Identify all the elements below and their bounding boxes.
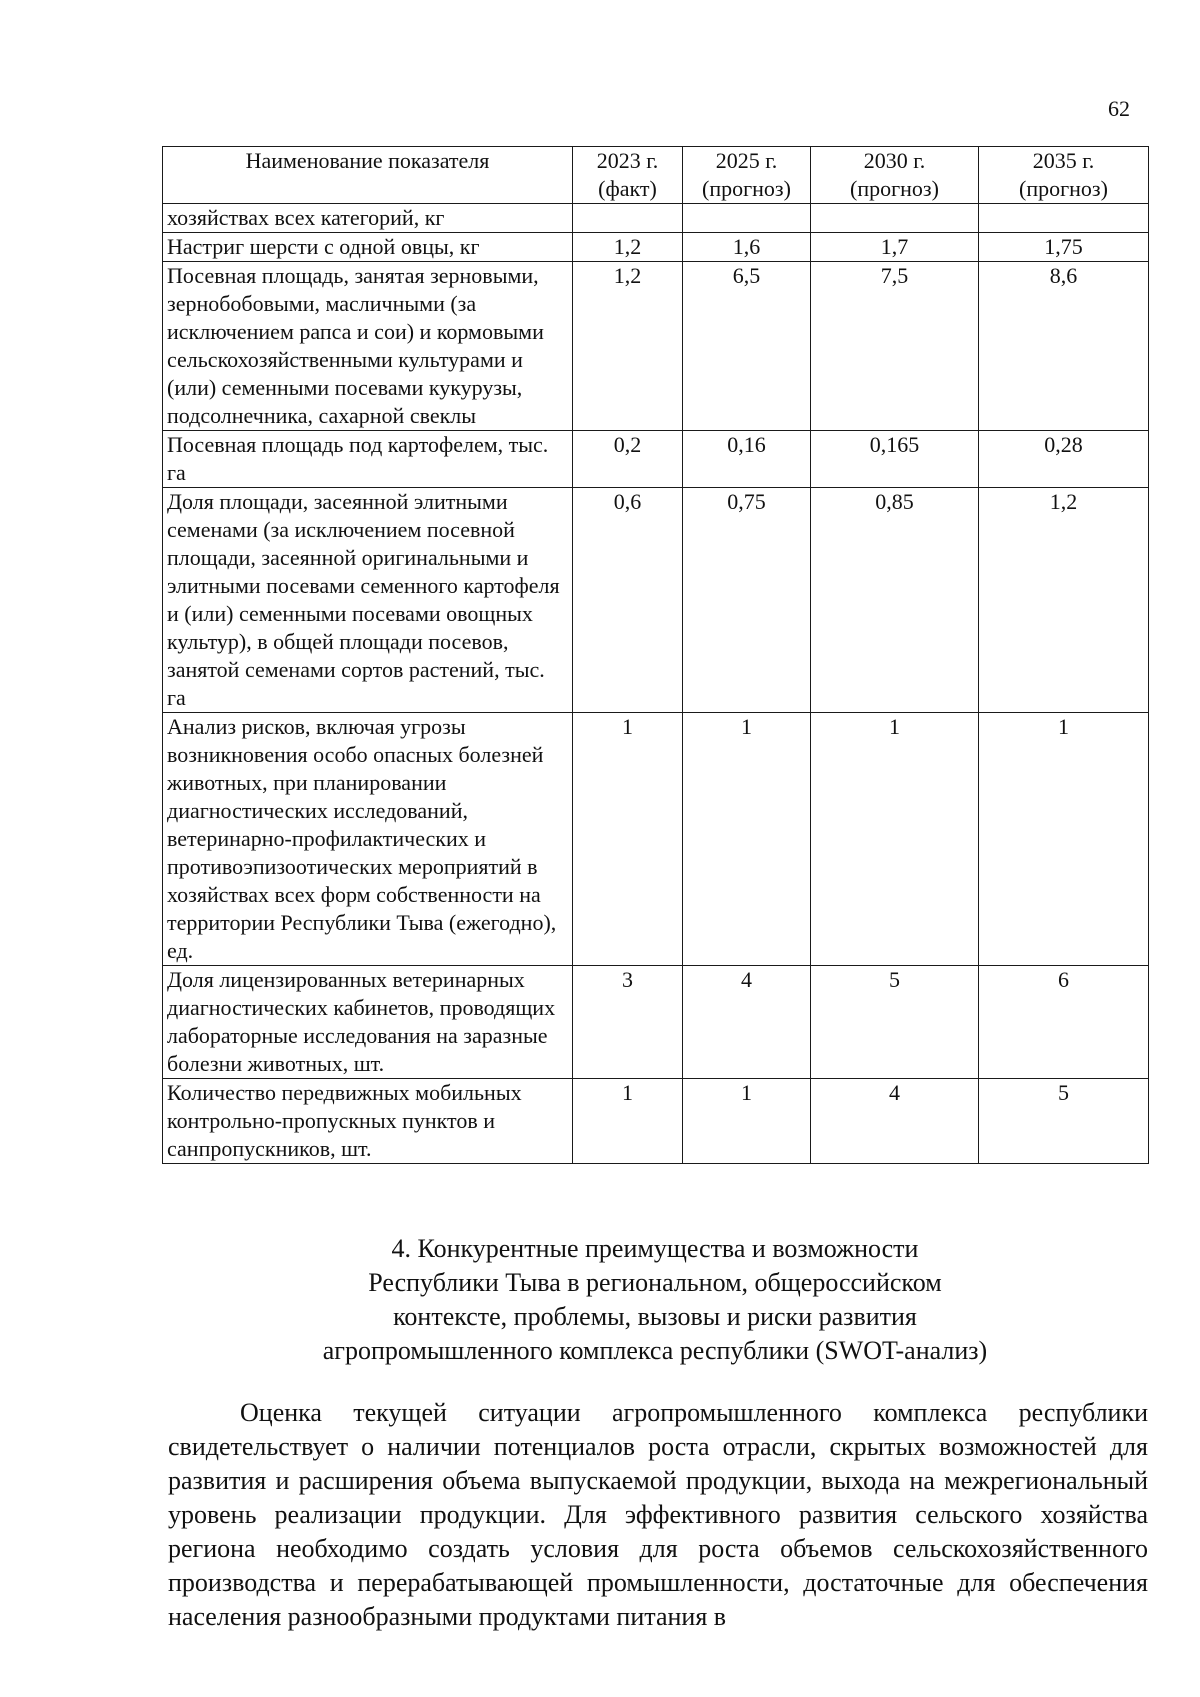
header-line: (прогноз) <box>702 176 791 201</box>
value-2023: 1,2 <box>573 233 683 262</box>
table-row <box>163 262 1149 431</box>
header-line: 2030 г. <box>863 148 926 173</box>
body-paragraph: Оценка текущей ситуации агропромышленного комплекса республики свидетельствует о наличии потенциалов роста отрасли, скрытых возможностей для развития и расширения объема выпускаемой продукции, выхода на межрегиональный уровень реализации продукции. Для эффективного развития сельского хозяйства региона необходимо создать условия для роста объемов сельскохозяйственного производства и перерабатывающей промышленности, достаточные для обеспечения населения разнообразными продуктами питания в <box>168 1398 1148 1631</box>
value-2023: 0,6 <box>573 488 683 713</box>
value-2025: 1 <box>683 713 811 966</box>
indicator-name: Посевная площадь под картофелем, тыс. га <box>163 431 573 488</box>
header-line: Наименование показателя <box>245 148 490 173</box>
value-2035: 8,6 <box>979 262 1149 431</box>
table-row <box>163 713 1149 966</box>
header-indicator-name <box>163 147 573 204</box>
value-2025: 6,5 <box>683 262 811 431</box>
header-2035 <box>979 147 1149 204</box>
table-row <box>163 488 1149 713</box>
header-2030 <box>811 147 979 204</box>
header-line: 2023 г. <box>596 148 659 173</box>
table-row <box>163 966 1149 1079</box>
value-2025: 1,6 <box>683 233 811 262</box>
table-header-row <box>163 147 1149 204</box>
indicator-name: Анализ рисков, включая угрозы возникновения особо опасных болезней животных, при планировании диагностических исследований, ветеринарно-профилактических и противоэпизоотических мероприятий в хозяйствах всех форм собственности на территории Республики Тыва (ежегодно), ед. <box>163 713 573 966</box>
header-line: (прогноз) <box>850 176 939 201</box>
value-2035 <box>979 204 1149 233</box>
page-number: 62 <box>1108 96 1130 121</box>
heading-line: 4. Конкурентные преимущества и возможности <box>391 1234 919 1263</box>
header-line: 2035 г. <box>1032 148 1095 173</box>
value-2023: 3 <box>573 966 683 1079</box>
value-2035: 6 <box>979 966 1149 1079</box>
table-row <box>163 204 1149 233</box>
header-line: (прогноз) <box>1019 176 1108 201</box>
value-2025: 1 <box>683 1079 811 1164</box>
value-2030 <box>811 204 979 233</box>
value-2030: 5 <box>811 966 979 1079</box>
header-line: 2025 г. <box>715 148 778 173</box>
value-2030: 0,165 <box>811 431 979 488</box>
value-2035: 1,75 <box>979 233 1149 262</box>
value-2025: 4 <box>683 966 811 1079</box>
value-2030: 0,85 <box>811 488 979 713</box>
indicators-table <box>162 146 1149 1164</box>
heading-line: Республики Тыва в региональном, общероссийском <box>368 1268 942 1297</box>
table-row <box>163 1079 1149 1164</box>
value-2025: 0,75 <box>683 488 811 713</box>
table-row <box>163 233 1149 262</box>
value-2030: 1 <box>811 713 979 966</box>
value-2035: 0,28 <box>979 431 1149 488</box>
section-heading <box>162 1232 1148 1368</box>
value-2023: 1 <box>573 713 683 966</box>
value-2025 <box>683 204 811 233</box>
indicator-name: Посевная площадь, занятая зерновыми, зернобобовыми, масличными (за исключением рапса и сои) и кормовыми сельскохозяйственными культурами и (или) семенными посевами кукурузы, подсолнечника, сахарной свеклы <box>163 262 573 431</box>
value-2035: 1 <box>979 713 1149 966</box>
indicator-name: Количество передвижных мобильных контрольно-пропускных пунктов и санпропускников, шт. <box>163 1079 573 1164</box>
indicator-name: Настриг шерсти с одной овцы, кг <box>163 233 573 262</box>
value-2035: 1,2 <box>979 488 1149 713</box>
value-2025: 0,16 <box>683 431 811 488</box>
heading-line: агропромышленного комплекса республики (SWOT-анализ) <box>322 1336 988 1365</box>
value-2023: 1 <box>573 1079 683 1164</box>
value-2023: 1,2 <box>573 262 683 431</box>
header-2025 <box>683 147 811 204</box>
header-2023 <box>573 147 683 204</box>
value-2023 <box>573 204 683 233</box>
value-2035: 5 <box>979 1079 1149 1164</box>
indicator-name: Доля лицензированных ветеринарных диагностических кабинетов, проводящих лабораторные исследования на заразные болезни животных, шт. <box>163 966 573 1079</box>
indicator-name: хозяйствах всех категорий, кг <box>163 204 573 233</box>
table-row <box>163 431 1149 488</box>
value-2030: 1,7 <box>811 233 979 262</box>
indicator-name: Доля площади, засеянной элитными семенами (за исключением посевной площади, засеянной оригинальными и элитными посевами семенного картофеля и (или) семенными посевами овощных культур), в общей площади посевов, занятой семенами сортов растений, тыс. га <box>163 488 573 713</box>
value-2030: 4 <box>811 1079 979 1164</box>
header-line: (факт) <box>598 176 657 201</box>
value-2023: 0,2 <box>573 431 683 488</box>
value-2030: 7,5 <box>811 262 979 431</box>
heading-line: контексте, проблемы, вызовы и риски развития <box>393 1302 917 1331</box>
